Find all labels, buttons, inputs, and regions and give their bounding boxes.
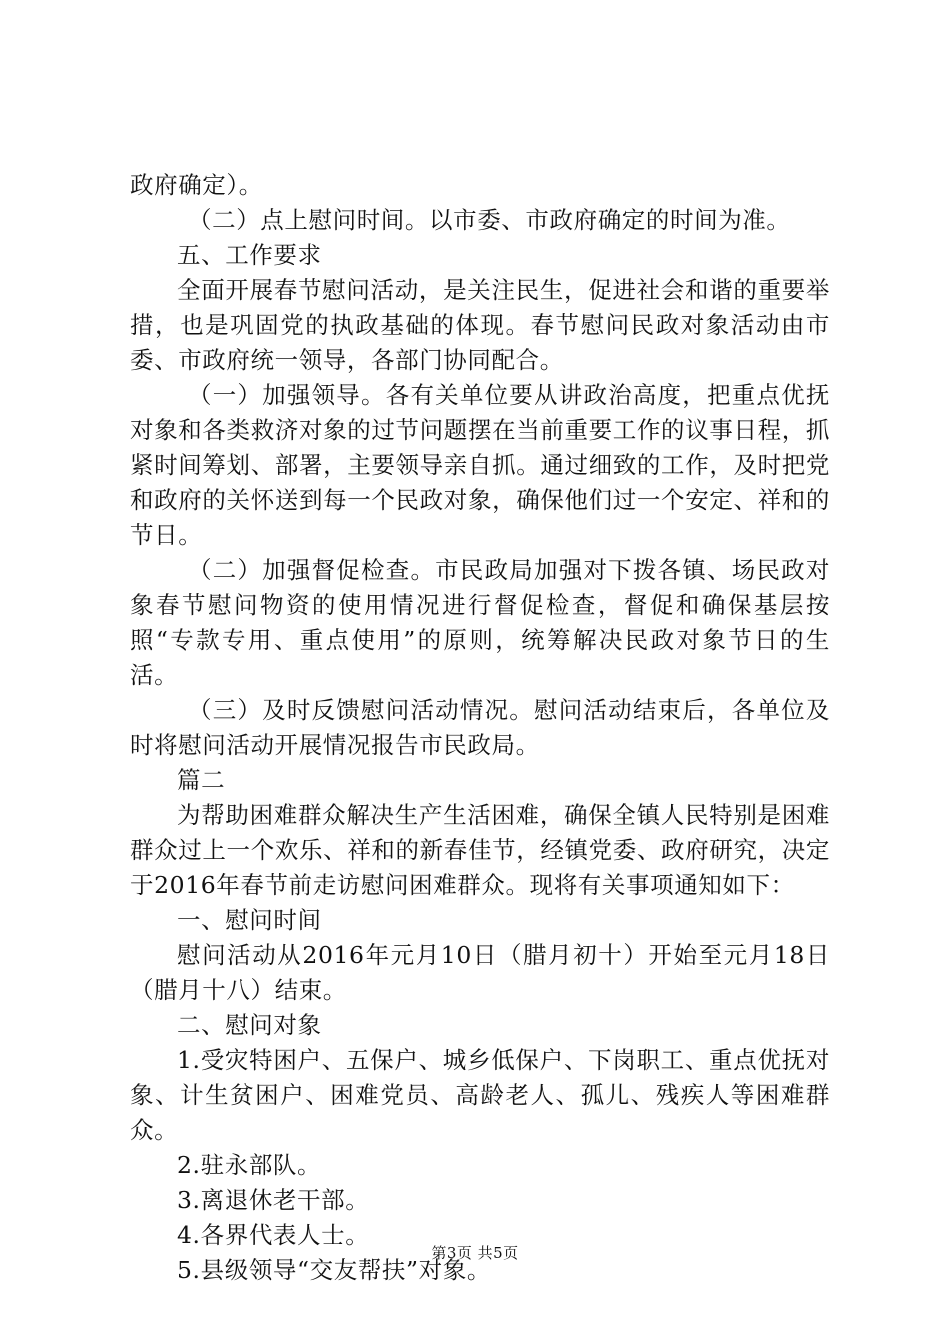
paragraph-overview: 全面开展春节慰问活动，是关注民生，促进社会和谐的重要举措，也是巩固党的执政基础的体现。春节慰问民政对象活动由市委、市政府统一领导，各部门协同配合。	[130, 276, 830, 374]
paragraph-inspection-time: （二）点上慰问时间。以市委、市政府确定的时间为准。	[188, 206, 791, 234]
paragraph-supervision: （二）加强督促检查。市民政局加强对下拨各镇、场民政对象春节慰问物资的使用情况进行督促检查，督促和确保基层按照“专款专用、重点使用”的原则，统筹解决民政对象节日的生活。	[130, 556, 830, 689]
paragraph-feedback: （三）及时反馈慰问活动情况。慰问活动结束后，各单位及时将慰问活动开展情况报告市民政局。	[130, 696, 830, 759]
list-item-target-4: 4.各界代表人士。	[177, 1221, 370, 1249]
paragraph-visit-dates: 慰问活动从2016年元月10日（腊月初十）开始至元月18日（腊月十八）结束。	[130, 941, 830, 1004]
document-body	[130, 168, 830, 1288]
list-item-target-3: 3.离退休老干部。	[177, 1186, 370, 1214]
paragraph-continuation: 政府确定）。	[130, 171, 263, 199]
section-heading-visit-time: 一、慰问时间	[177, 906, 322, 934]
list-item-target-1: 1.受灾特困户、五保户、城乡低保户、下岗职工、重点优抚对象、计生贫困户、困难党员、高龄老人、孤儿、残疾人等困难群众。	[130, 1046, 830, 1144]
page-number-footer: 第3页 共5页	[431, 1244, 519, 1262]
section-heading-part-two: 篇二	[177, 766, 226, 794]
section-heading-visit-targets: 二、慰问对象	[177, 1011, 322, 1039]
paragraph-notice-intro: 为帮助困难群众解决生产生活困难，确保全镇人民特别是困难群众过上一个欢乐、祥和的新春佳节，经镇党委、政府研究，决定于2016年春节前走访慰问困难群众。现将有关事项通知如下：	[130, 801, 830, 899]
list-item-target-2: 2.驻永部队。	[177, 1151, 322, 1179]
list-item-target-5: 5.县级领导“交友帮扶”对象。	[177, 1256, 491, 1284]
paragraph-strengthen-leadership: （一）加强领导。各有关单位要从讲政治高度，把重点优抚对象和各类救济对象的过节问题摆在当前重要工作的议事日程，抓紧时间筹划、部署，主要领导亲自抓。通过细致的工作，及时把党和政府的关怀送到每一个民政对象，确保他们过一个安定、祥和的节日。	[130, 381, 830, 549]
section-heading-work-requirements: 五、工作要求	[177, 241, 322, 269]
